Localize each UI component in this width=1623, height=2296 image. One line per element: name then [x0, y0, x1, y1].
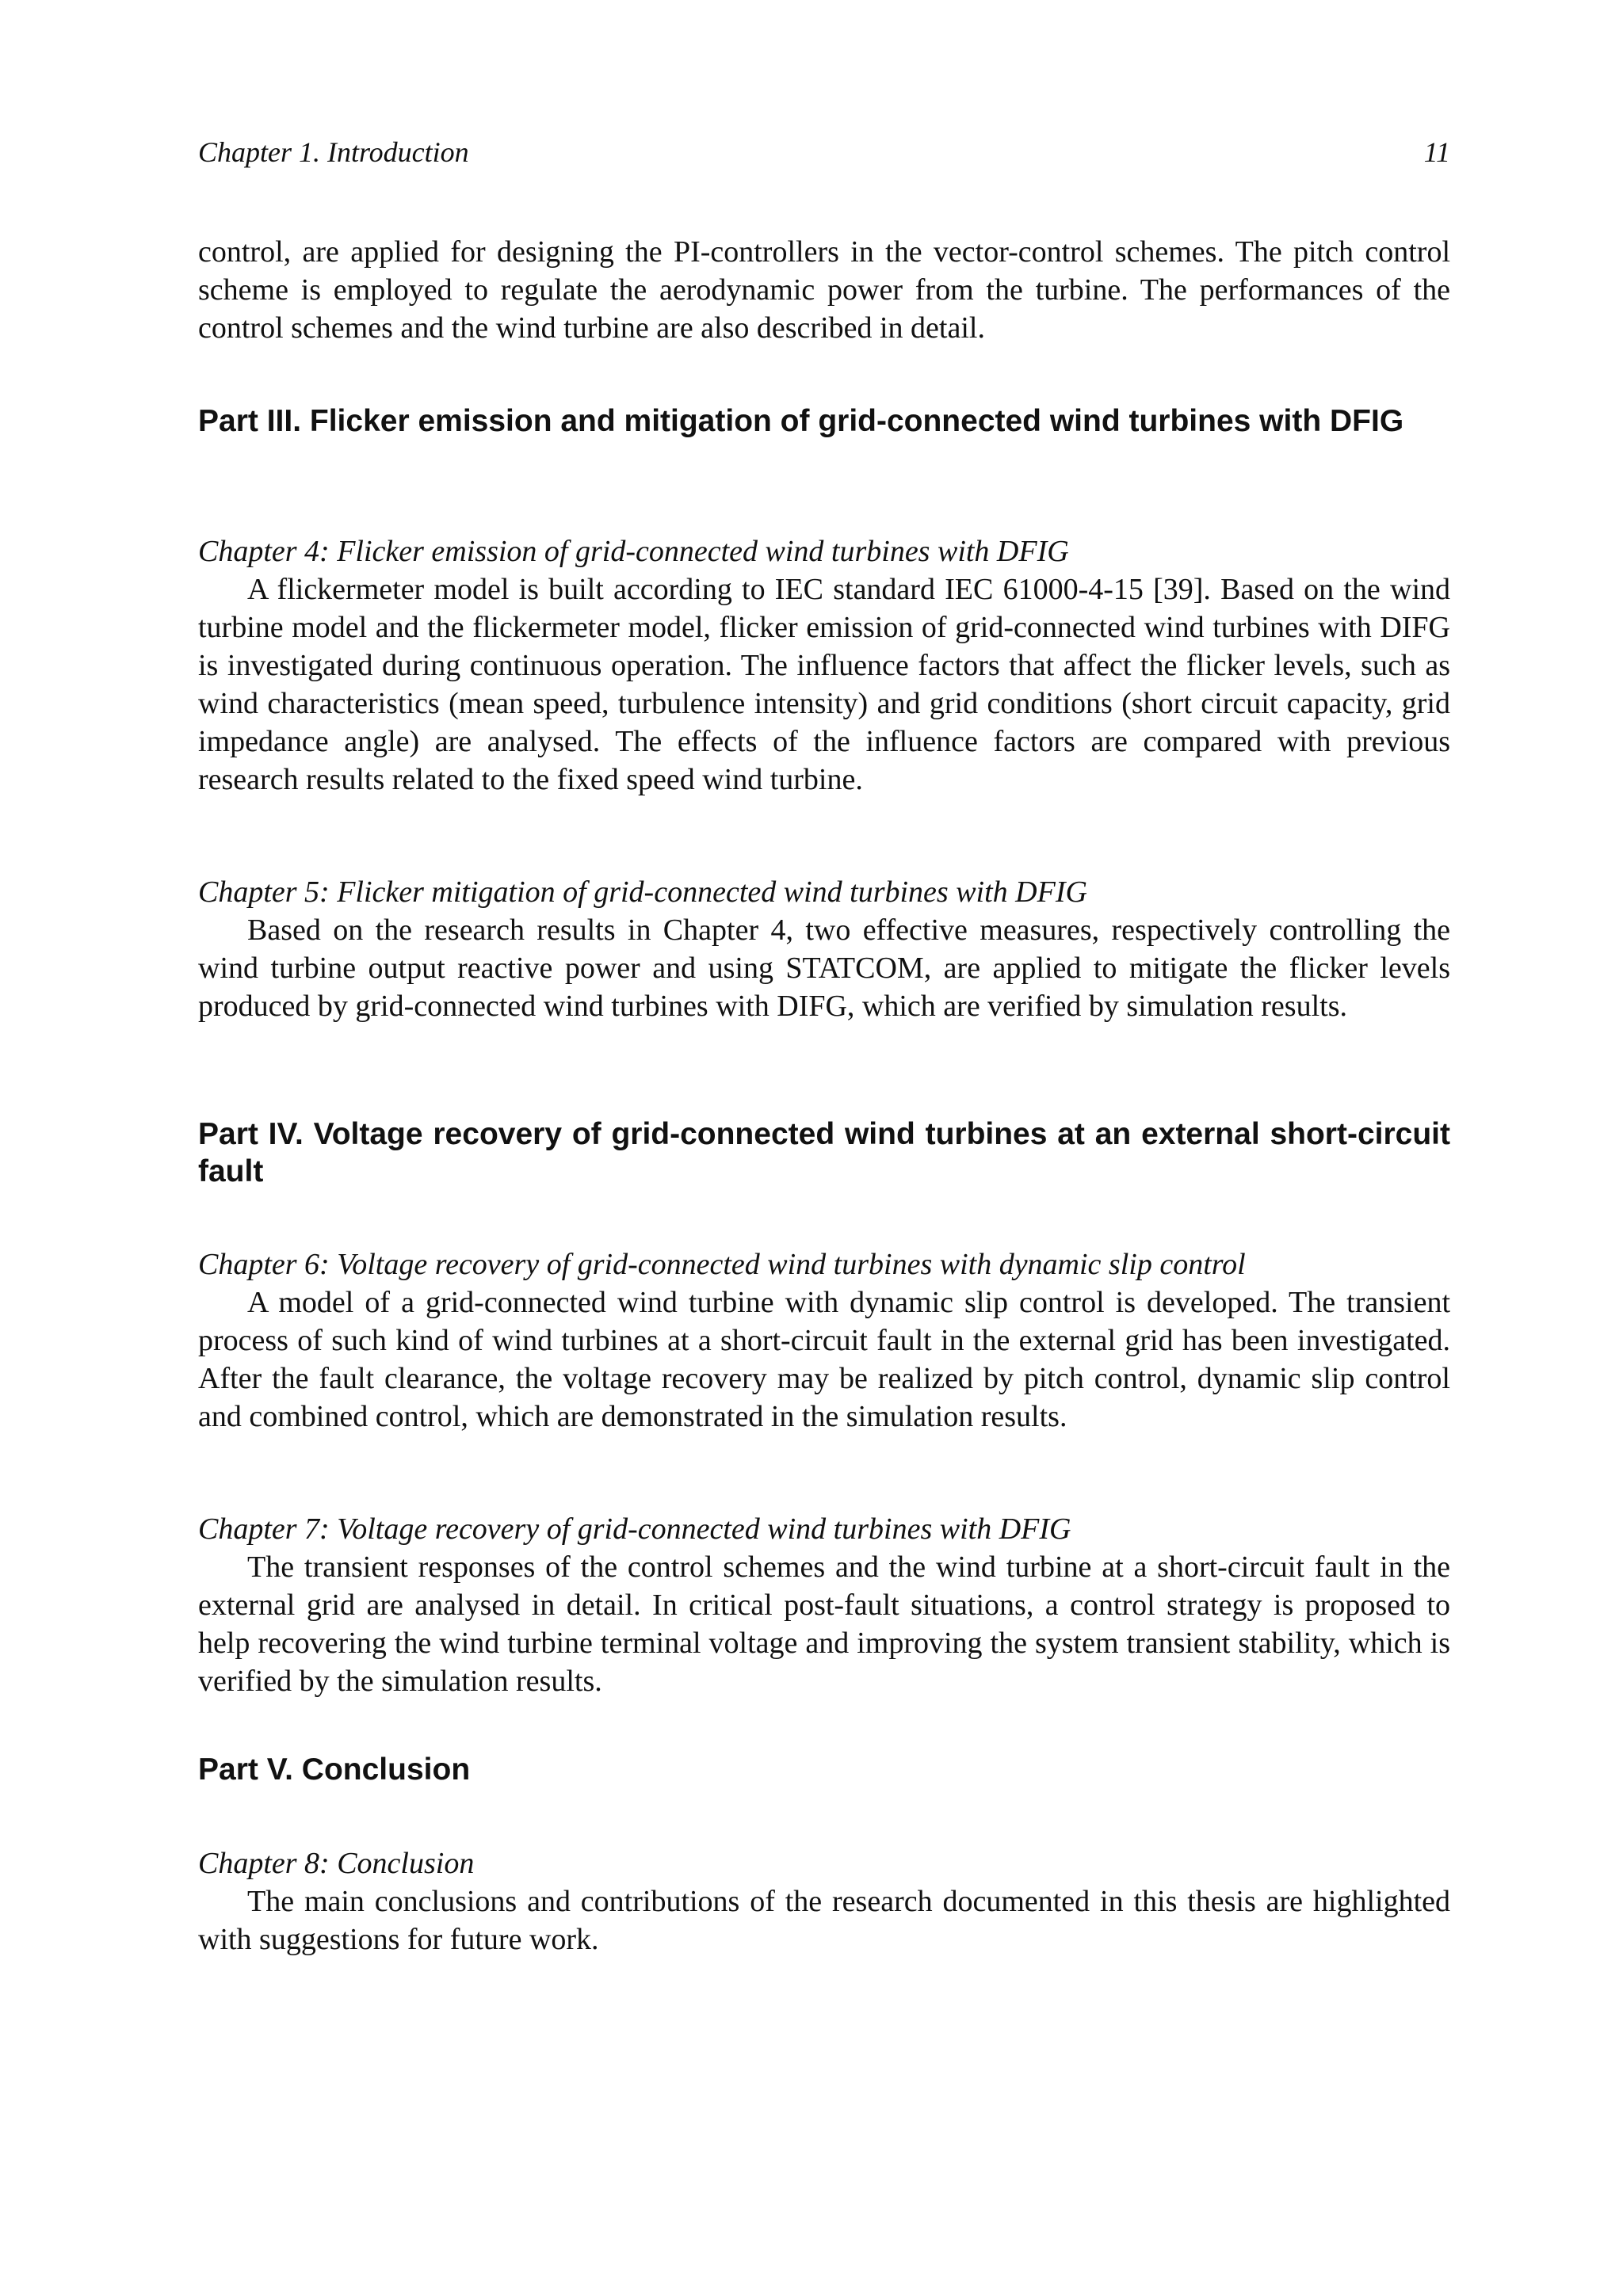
chapter-8-title: Chapter 8: Conclusion — [198, 1847, 475, 1880]
chapter-4-title: Chapter 4: Flicker emission of grid-connected wind turbines with DFIG — [198, 535, 1069, 568]
part-5-section — [198, 1751, 1450, 1788]
part-3-heading: Part III. Flicker emission and mitigation of grid-connected wind turbines with DFIG — [198, 404, 1404, 438]
chapter-8-body: The main conclusions and contributions of the research documented in this thesis are highlighted with suggestions for future work. — [198, 1885, 1450, 1956]
chapter-4-section — [198, 532, 1450, 799]
running-header-chapter: Chapter 1. Introduction — [198, 136, 469, 168]
chapter-6-body: A model of a grid-connected wind turbine with dynamic slip control is developed. The transient process of such kind of wind turbines at a short-circuit fault in the external grid has been investigated. After the fault clearance, the voltage recovery may be realized by pitch control, dynamic slip control and combined control, which are demonstrated in the simulation results. — [198, 1286, 1450, 1433]
chapter-5-title: Chapter 5: Flicker mitigation of grid-connected wind turbines with DFIG — [198, 875, 1087, 909]
part-3-section — [198, 402, 1450, 440]
chapter-7-section — [198, 1510, 1450, 1700]
chapter-5-section — [198, 873, 1450, 1025]
part-5-heading: Part V. Conclusion — [198, 1753, 471, 1787]
part-4-heading: Part IV. Voltage recovery of grid-connected wind turbines at an external short-circuit fault — [198, 1117, 1450, 1188]
chapter-6-title: Chapter 6: Voltage recovery of grid-connected wind turbines with dynamic slip control — [198, 1248, 1246, 1281]
chapter-8-section — [198, 1844, 1450, 1958]
intro-paragraph-block — [198, 233, 1450, 347]
chapter-4-body: A flickermeter model is built according to IEC standard IEC 61000-4-15 [39]. Based on the wind turbine model and the flickermeter model, flicker emission of grid-connected wind turbines with DIFG is investigated during continuous operation. The influence factors that affect the flicker levels, such as wind characteristics (mean speed, turbulence intensity) and grid conditions (short circuit capacity, grid impedance angle) are analysed. The effects of the influence factors are compared with previous research results related to the fixed speed wind turbine. — [198, 573, 1450, 796]
running-header — [198, 133, 1450, 171]
intro-paragraph: control, are applied for designing the PI-controllers in the vector-control schemes. The pitch control scheme is employed to regulate the aerodynamic power from the turbine. The performances of the control schemes and the wind turbine are also described in detail. — [198, 235, 1450, 345]
chapter-6-section — [198, 1245, 1450, 1436]
page-number: 11 — [1423, 136, 1450, 168]
chapter-7-title: Chapter 7: Voltage recovery of grid-connected wind turbines with DFIG — [198, 1512, 1071, 1546]
part-4-section — [198, 1116, 1450, 1190]
chapter-5-body: Based on the research results in Chapter 4, two effective measures, respectively controlling the wind turbine output reactive power and using STATCOM, are applied to mitigate the flicker levels produced by grid-connected wind turbines with DIFG, which are verified by simulation results. — [198, 913, 1450, 1023]
chapter-7-body: The transient responses of the control schemes and the wind turbine at a short-circuit fault in the external grid are analysed in detail. In critical post-fault situations, a control strategy is proposed to help recovering the wind turbine terminal voltage and improving the system transient stability, which is verified by the simulation results. — [198, 1550, 1450, 1698]
